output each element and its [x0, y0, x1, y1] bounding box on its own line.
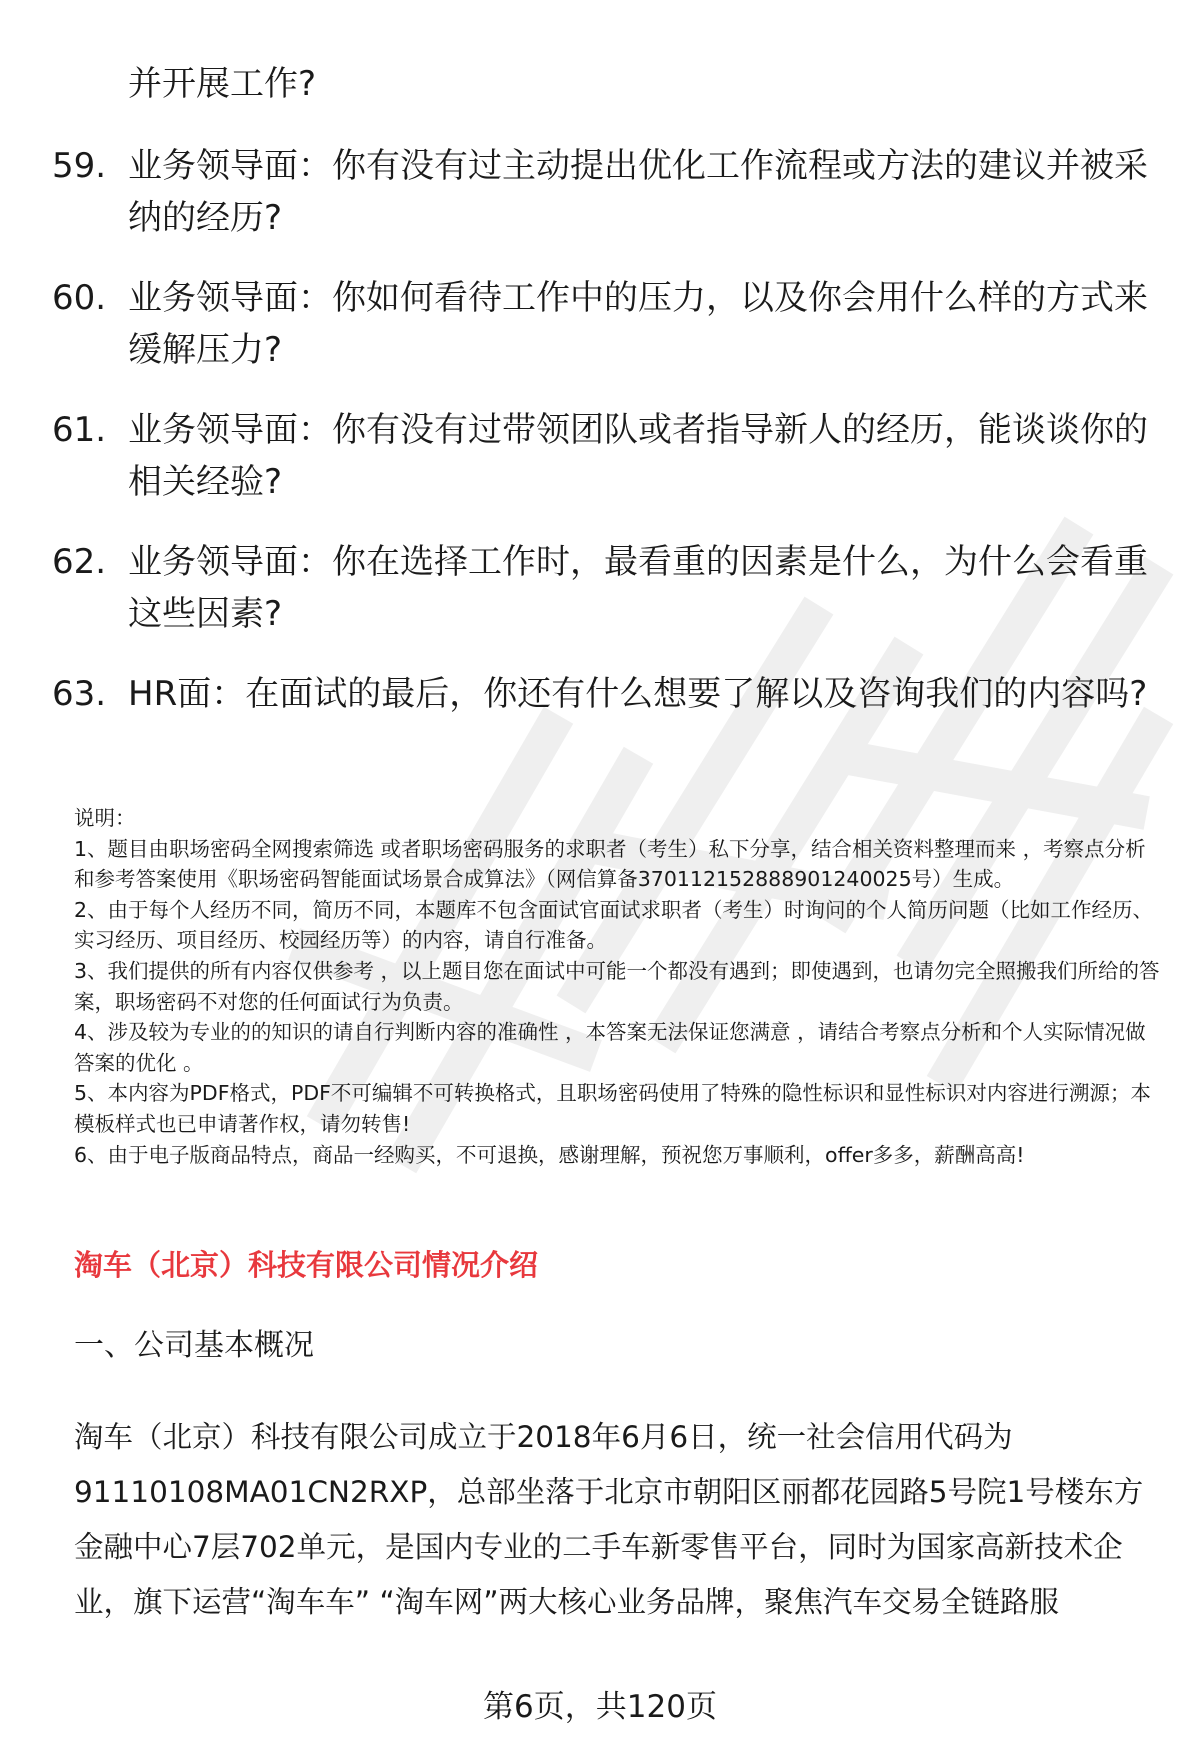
question-number: 60. [52, 278, 107, 318]
question-item [0, 272, 1200, 404]
question-text: 业务领导面：你有没有过带领团队或者指导新人的经历，能谈谈你的相关经验? [128, 410, 1148, 502]
page-footer: 第6页，共120页 [483, 1689, 717, 1725]
question-number: 62. [52, 542, 107, 582]
company-body-text: 淘车（北京）科技有限公司成立于2018年6月6日，统一社会信用代码为91110108MA01CN2RXP，总部坐落于北京市朝阳区丽都花园路5号院1号楼东方金融中心7层702单元，是国内专业的二手车新零售平台，同时为国家高新技术企业，旗下运营“淘车车” “淘车网”两大核心业务品牌，聚焦汽车交易全链路服 [74, 1420, 1144, 1619]
notes-section [74, 803, 1164, 1170]
question-item [0, 140, 1200, 272]
continuation-text: 并开展工作? [128, 64, 317, 104]
question-item [0, 536, 1200, 668]
question-number: 59. [52, 146, 107, 186]
note-item: 4、涉及较为专业的的知识的请自行判断内容的准确性 ，本答案无法保证您满意 ，请结合考察点分析和个人实际情况做答案的优化 。 [74, 1020, 1146, 1075]
question-number: 63. [52, 674, 107, 714]
question-list [0, 140, 1200, 800]
note-item: 6、由于电子版商品特点，商品一经购买，不可退换，感谢理解，预祝您万事顺利，offer多多，薪酬高高! [74, 1142, 1025, 1167]
question-text: 业务领导面：你有没有过主动提出优化工作流程或方法的建议并被采纳的经历? [128, 146, 1148, 238]
question-item [0, 668, 1200, 800]
question-item [0, 404, 1200, 536]
question-text: 业务领导面：你如何看待工作中的压力，以及你会用什么样的方式来缓解压力? [128, 278, 1148, 370]
note-item: 5、本内容为PDF格式，PDF不可编辑不可转换格式，且职场密码使用了特殊的隐性标识和显性标识对内容进行溯源；本模板样式也已申请著作权，请勿转售! [74, 1081, 1151, 1136]
question-number: 61. [52, 410, 107, 450]
question-text: 业务领导面：你在选择工作时，最看重的因素是什么，为什么会看重这些因素? [128, 542, 1148, 634]
note-item: 1、题目由职场密码全网搜索筛选 或者职场密码服务的求职者（考生）私下分享，结合相关资料整理而来 ，考察点分析和参考答案使用《职场密码智能面试场景合成算法》（网信算备370112152888901240025号）生成。 [74, 836, 1146, 892]
section-heading: 一、公司基本概况 [74, 1328, 314, 1363]
question-text: HR面：在面试的最后，你还有什么想要了解以及咨询我们的内容吗? [128, 674, 1148, 714]
company-title: 淘车（北京）科技有限公司情况介绍 [74, 1248, 539, 1282]
note-item: 2、由于每个人经历不同，简历不同，本题库不包含面试官面试求职者（考生）时询问的个人简历问题（比如工作经历、实习经历、项目经历、校园经历等）的内容，请自行准备。 [74, 897, 1154, 953]
note-item: 3、我们提供的所有内容仅供参考 ，以上题目您在面试中可能一个都没有遇到；即使遇到，也请勿完全照搬我们所给的答案，职场密码不对您的任何面试行为负责。 [74, 958, 1160, 1014]
notes-heading: 说明： [74, 806, 136, 830]
